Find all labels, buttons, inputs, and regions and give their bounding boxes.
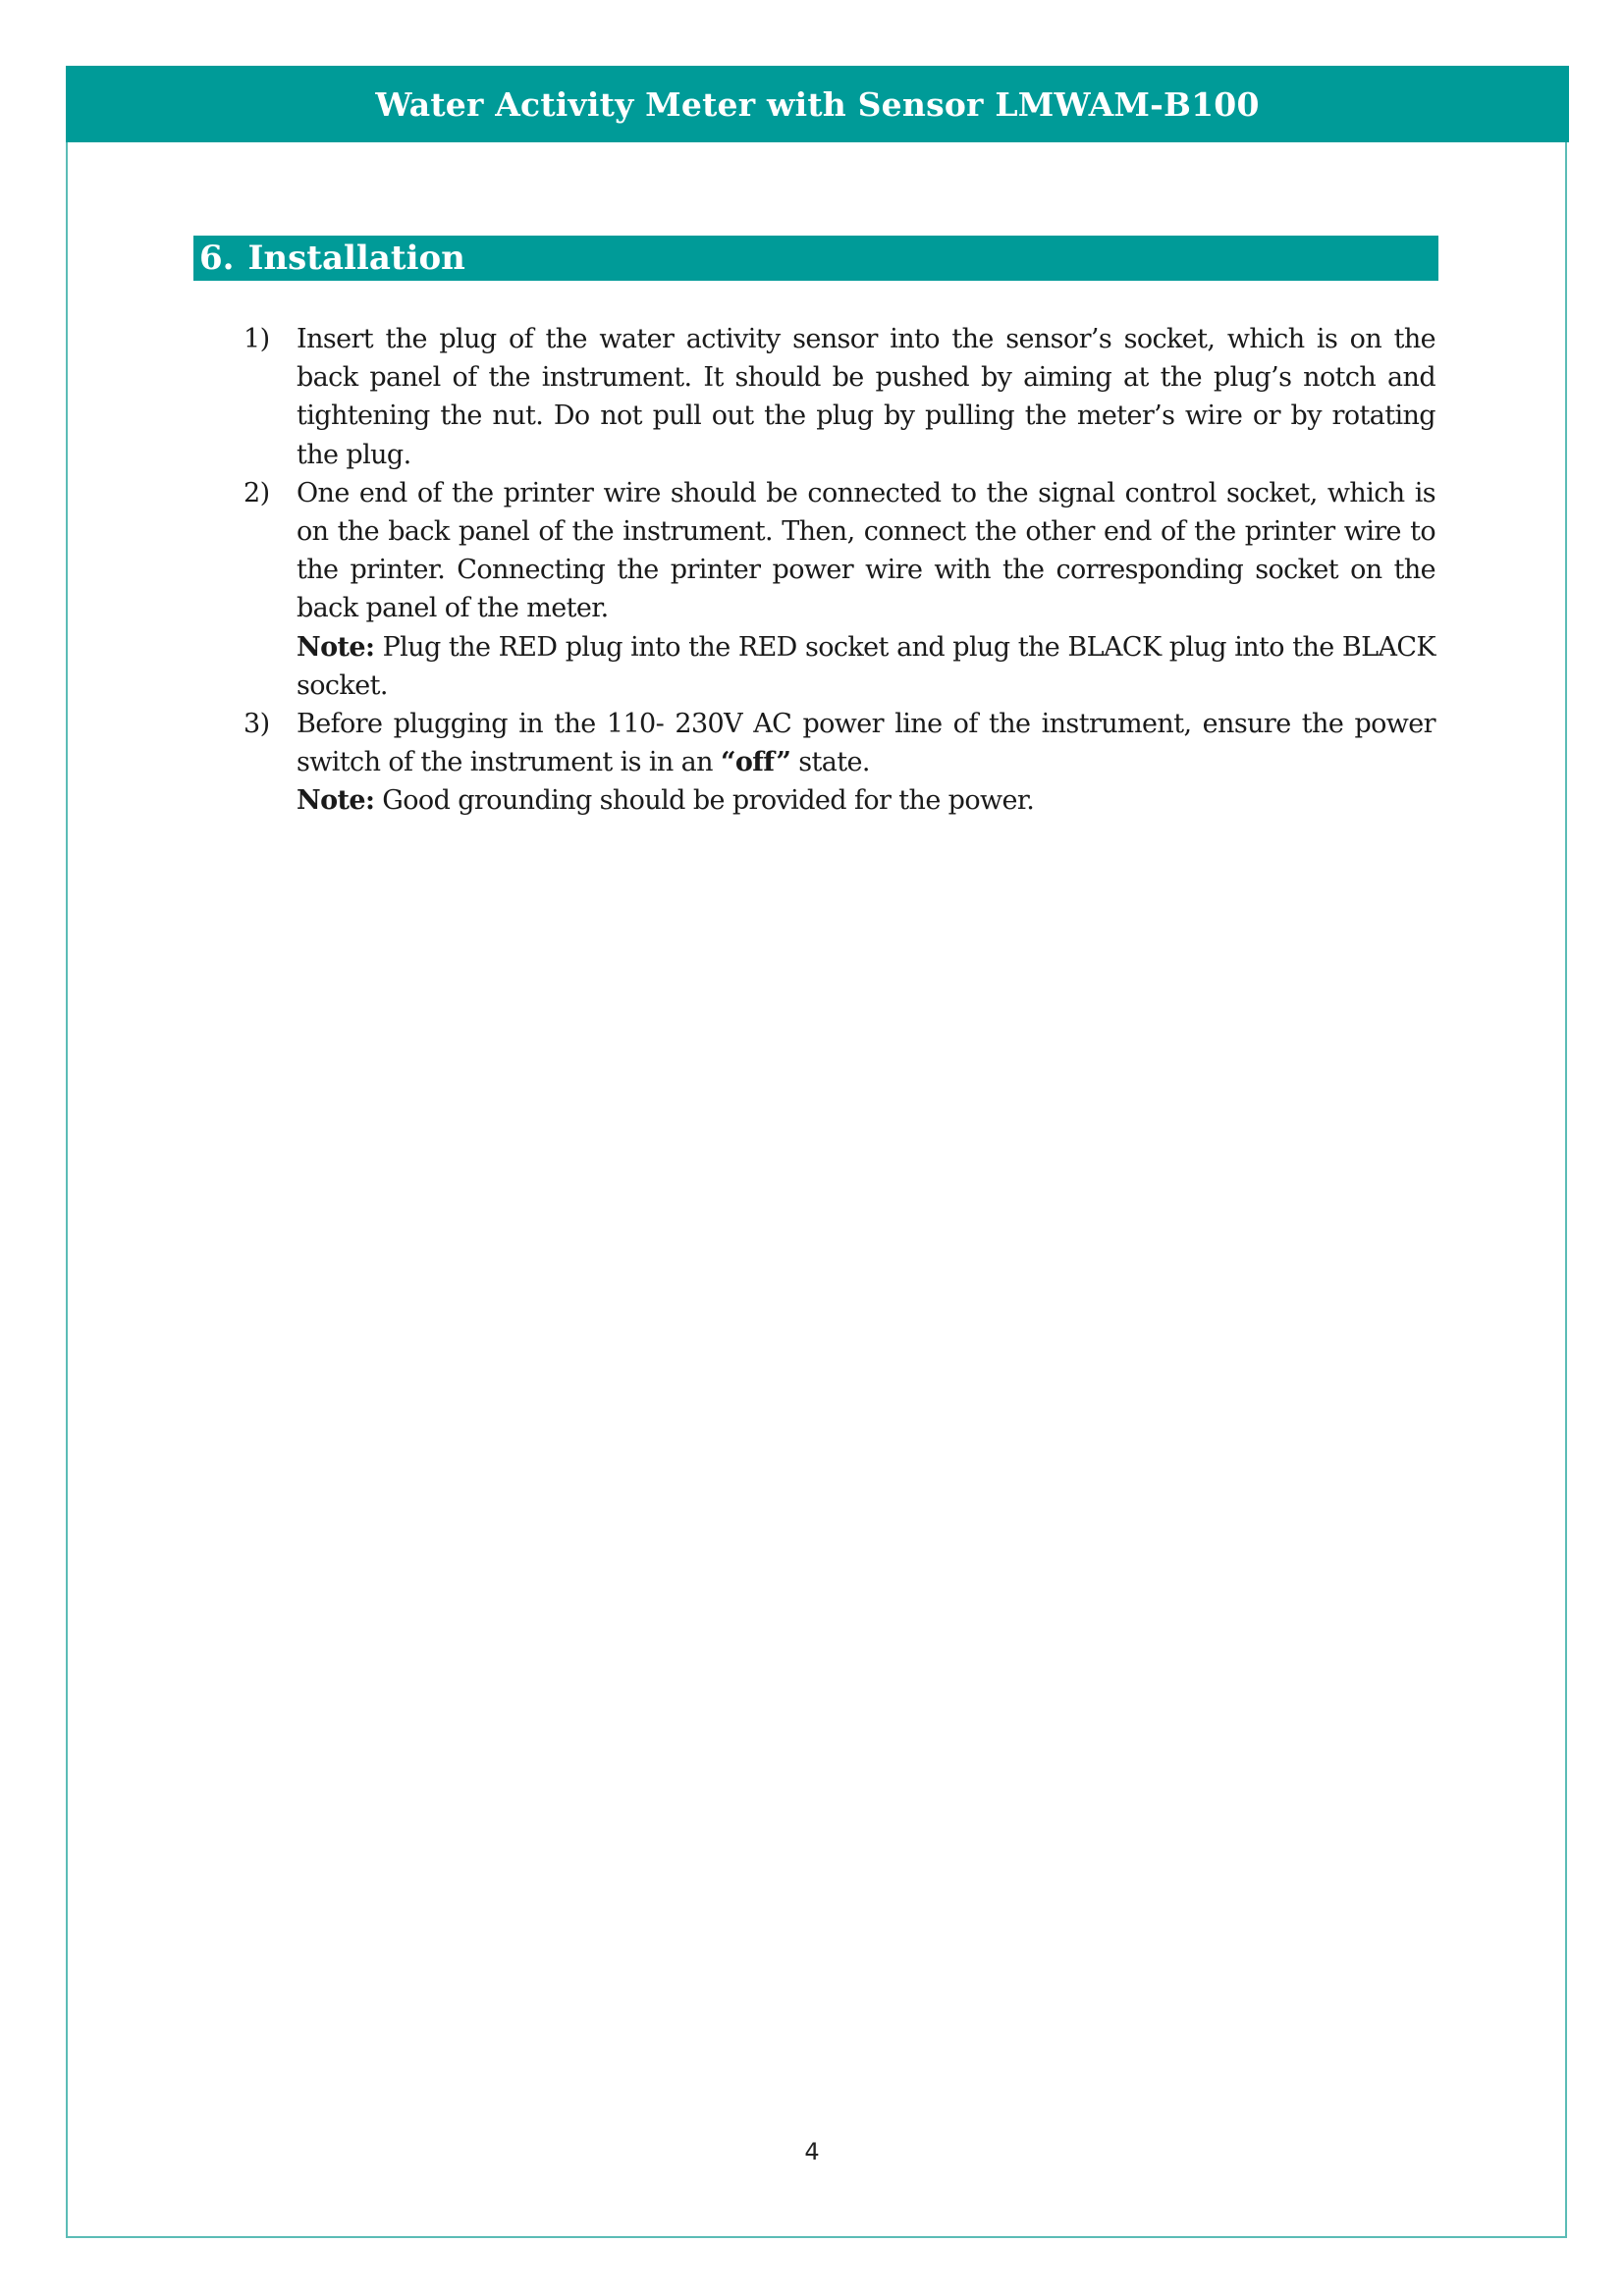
- installation-steps: [244, 320, 1435, 821]
- step-marker: 3): [244, 709, 270, 740]
- document-title: Water Activity Meter with Sensor LMWAM-B100: [375, 84, 1260, 124]
- page-number: 4: [804, 2138, 820, 2165]
- step-body: [297, 474, 1435, 705]
- note-text: Good grounding should be provided for the power.: [374, 785, 1035, 817]
- step-text: One end of the printer wire should be connected to the signal control socket, which is on the back panel of the instrument. Then, connect the other end of the printer wire to the printer. Connecting the printer power wire with the corresponding socket on the back panel of the meter.: [297, 477, 1435, 624]
- step-text: [297, 705, 1435, 781]
- step-note: [297, 781, 1435, 820]
- note-text: Plug the RED plug into the RED socket and plug the BLACK plug into the BLACK socket.: [297, 631, 1435, 701]
- section-number: 6.: [199, 239, 235, 278]
- note-label: Note:: [297, 785, 375, 817]
- step-note: [297, 628, 1435, 705]
- step-marker: 1): [244, 324, 270, 354]
- step-item: [244, 705, 1435, 821]
- note-label: Note:: [297, 631, 375, 663]
- section-title: Installation: [247, 239, 465, 278]
- step-body: [297, 320, 1435, 474]
- step-item: [244, 474, 1435, 705]
- step-text: Insert the plug of the water activity sensor into the sensor’s socket, which is on the back panel of the instrument. It should be pushed by aiming at the plug’s notch and tightening the nut. Do not pull out the plug by pulling the meter’s wire or by rotating the plug.: [297, 324, 1435, 470]
- step-item: [244, 320, 1435, 474]
- step-body: [297, 705, 1435, 821]
- off-emphasis: “off”: [720, 747, 791, 778]
- step-text-after: state.: [790, 747, 870, 778]
- step-text-before: Before plugging in the 110- 230V AC power line of the instrument, ensure the power switch of the instrument is in an: [297, 709, 1435, 778]
- section-heading: [193, 236, 1438, 281]
- document-header: [66, 66, 1569, 142]
- step-marker: 2): [244, 477, 270, 508]
